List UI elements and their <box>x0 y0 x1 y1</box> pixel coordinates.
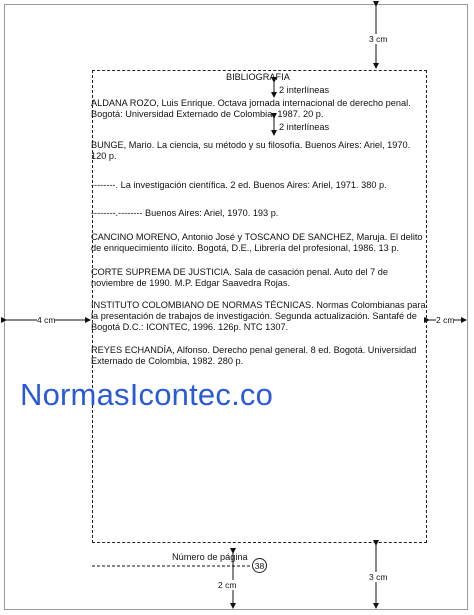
bibliography-entry: REYES ECHANDÍA, Alfonso. Derecho penal general. 8 ed. Bogotá. Universidad Externado de Colombia, 1982. 280 p. <box>91 345 417 366</box>
interline-label-2: 2 interlíneas <box>279 122 330 132</box>
bibliography-title: BIBLIOGRAFIA <box>226 72 290 82</box>
top-margin-label: 3 cm <box>369 34 388 44</box>
bibliography-entry: ALDANA ROZO, Luis Enrique. Octava jornada internacional de derecho penal. Bogotá: Universidad Externado de Colombia, 1987. 20 p. <box>91 98 411 119</box>
bibliography-entry: CANCINO MORENO, Antonio José y TOSCANO DE SANCHEZ, Maruja. El delito de enriquecimiento ilícito. Bogotá, D.E., Librería del profesional, 1986. 13 p. <box>91 232 423 253</box>
left-margin-label: 4 cm <box>37 315 56 325</box>
bibliography-entry: --------.-------- Buenos Aires: Ariel, 1970. 193 p. <box>91 208 279 218</box>
page-number: 38 <box>252 558 267 573</box>
page-number-offset-label: 2 cm <box>218 580 237 590</box>
bibliography-entry: --------. La investigación científica. 2 ed. Buenos Aires: Ariel, 1971. 380 p. <box>91 180 387 190</box>
bibliography-entry: INSTITUTO COLOMBIANO DE NORMAS TÉCNICAS. Normas Colombianas para la presentación de trabajos de investigación. Segunda actualización. Santafé de Bogotá D.C.: ICONTEC, 1996. 126p. NTC 1307. <box>91 300 426 332</box>
bottom-margin-label: 3 cm <box>369 572 388 582</box>
bibliography-entry: BUNGE, Mario. La ciencia, su método y su filosofía. Buenos Aires: Ariel, 1970. 120 p. <box>91 140 411 161</box>
right-margin-label: 2 cm <box>436 315 455 325</box>
watermark-logo: NormasIcontec.co <box>20 377 274 412</box>
bibliography-entry: CORTE SUPREMA DE JUSTICIA. Sala de casación penal. Auto del 7 de noviembre de 1990. M.P. Edgar Saavedra Rojas. <box>91 267 389 288</box>
interline-label-1: 2 interlíneas <box>279 85 330 95</box>
page-number-label: Número de página <box>172 552 248 562</box>
